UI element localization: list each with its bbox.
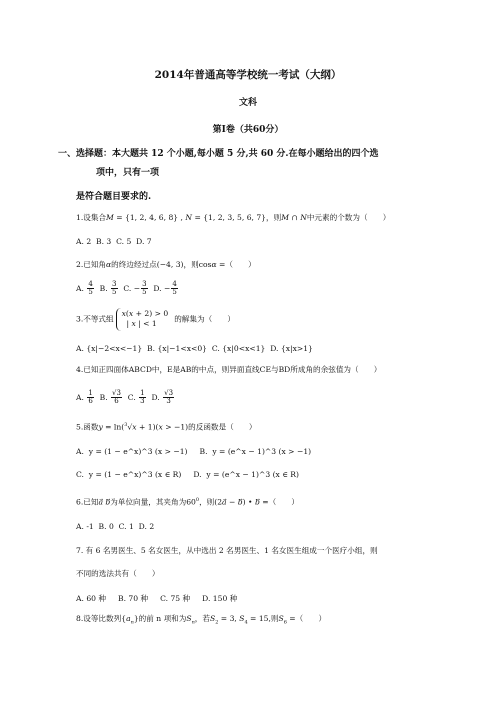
question-2: 2.已知角α的终边经过点(−4, 3)，则cosα =（ ）: [76, 260, 256, 269]
q4-option-c: $\frac{1}{3}$: [140, 389, 145, 406]
q1-prefix: 1.设集合: [76, 213, 107, 222]
q5-suffix: 的反函数是（ ）: [188, 422, 257, 432]
q2-option-a: $\frac{4}{5}$: [88, 280, 93, 297]
q2-suffix: （ ）: [225, 260, 256, 269]
q2-option-c: $\frac{3}{5}$: [142, 280, 147, 297]
question-7-line2: 不同的选法共有（ ）: [76, 569, 160, 578]
q4-options: A. $\frac{1}{6}$ B. $\frac{√3}{6}$ C. $\frac{1}{3}$ D. $\frac{√3}{3}$: [76, 389, 174, 406]
q5-prefix: 5.函数: [76, 422, 99, 432]
q6-prefix: 6.已知: [76, 497, 99, 507]
q2-mid2: ，则: [183, 260, 199, 269]
q2-options: A. $\frac{4}{5}$ B. $\frac{3}{5}$ C. − $\frac{3}{5}$ D. − $\frac{4}{5}$: [76, 280, 177, 297]
q2-mid: 的终边经过点: [111, 260, 157, 269]
question-6: 6.已知a⃗ b为单位向量，其夹角为$60^0$，则(2a⃗ − b⃗) • b⃗ =（ ）: [76, 497, 299, 507]
q6-options: A. -1 B. 0 C. 1 D. 2: [76, 522, 155, 531]
q8-mid2: ，若: [194, 614, 210, 623]
q3-option-a: {x|−2<x<−1}: [86, 344, 143, 353]
q3-suffix: 的解集为（ ）: [174, 314, 235, 324]
q7-option-d: 150 种: [212, 594, 238, 603]
subject-label: 文科: [238, 98, 257, 108]
q6-mid2: ，则: [199, 497, 215, 507]
q2-prefix: 2.已知角: [76, 260, 107, 269]
q6-mid: 为单位向量，其夹角为: [110, 497, 187, 507]
q1-option-b: 3: [106, 237, 112, 246]
q3-option-d: {x|x>1}: [280, 344, 313, 353]
q5-options-row2: C. y = (1 − e^x)^3 (x ∈ R) D. y = (e^x − 1)^3 (x ∈ R): [76, 470, 299, 479]
q2-option-b: $\frac{3}{5}$: [112, 280, 117, 297]
q1-options: A. 2 B. 3 C. 5 D. 7: [76, 237, 152, 246]
q4-option-d: $\frac{√3}{3}$: [164, 389, 174, 406]
section-instruction-line2: 项中，只有一项: [96, 168, 160, 178]
q7-options: A. 60 种 B. 70 种 C. 75 种 D. 150 种: [76, 594, 238, 603]
exam-title: 2014年普通高等学校统一考试（大纲）: [154, 69, 342, 81]
q6-option-b: 0: [108, 522, 114, 531]
q5-option-b: y = (e^x − 1)^3 (x > −1): [212, 447, 312, 456]
q3-inequality-system: x(x + 2) > 0 | x | < 1: [116, 308, 173, 331]
q1-option-a: 2: [86, 237, 92, 246]
q3-option-b: {x|−1<x<0}: [157, 344, 208, 353]
q8-suffix: （ ）: [295, 614, 327, 623]
section-instruction-line3: 是符合题目要求的.: [76, 192, 152, 202]
q2-option-d: $\frac{4}{5}$: [172, 280, 177, 297]
q6-suffix: （ ）: [268, 497, 299, 507]
q3-prefix: 3.不等式组: [76, 314, 114, 324]
section-instruction-line1: 一、选择题：本大题共 12 个小题,每小题 5 分,共 60 分.在每小题给出的四个选: [58, 149, 379, 159]
q4-option-b: $\frac{√3}{6}$: [112, 389, 121, 406]
question-8: 8.设等比数列$\{a_n\}$的前 n 项和为$S_n$，若$S_2 = 3$, $S_4 = 15$,则$S_6$ =（ ）: [76, 614, 327, 626]
q8-mid: 的前 n 项和为: [138, 614, 187, 623]
q8-prefix: 8.设等比数列: [76, 614, 122, 623]
q6-option-d: 2: [149, 522, 155, 531]
question-4: 4.已知正四面体ABCD中，E是AB的中点，则异面直线CE与BD所成角的余弦值为（ ）: [76, 365, 382, 374]
q6-option-a: -1: [86, 522, 94, 531]
question-3: [76, 308, 235, 331]
q5-option-c: y = (1 − e^x)^3 (x ∈ R): [88, 470, 182, 479]
q3-options: A. {x|−2<x<−1} B. {x|−1<x<0} C. {x|0<x<1} D. {x|x>1}: [76, 344, 313, 353]
q1-suffix: 中元素的个数为（ ）: [306, 213, 391, 222]
q5-option-a: y = (1 − e^x)^3 (x > −1): [88, 447, 188, 456]
q6-option-c: 1: [129, 522, 134, 531]
q3-option-c: {x|0<x<1}: [222, 344, 266, 353]
q4-option-a: $\frac{1}{6}$: [88, 389, 93, 406]
q5-options-row1: A. y = (1 − e^x)^3 (x > −1) B. y = (e^x − 1)^3 (x > −1): [76, 447, 312, 456]
q5-option-d: y = (e^x − 1)^3 (x ∈ R): [206, 470, 299, 479]
q1-option-c: 5: [126, 237, 132, 246]
q7-option-a: 60 种: [86, 594, 106, 603]
q1-option-d: 7: [146, 237, 152, 246]
part-heading: 第Ⅰ卷（共60分）: [212, 125, 284, 135]
question-7-line1: 7. 有 6 名男医生、5 名女医生，从中选出 2 名男医生、1 名女医生组成一个医疗小组，则: [76, 546, 378, 555]
q8-mid3: 则: [270, 614, 279, 623]
q7-option-b: 70 种: [128, 594, 149, 603]
question-5: 5.函数y = ln($^3$√x + 1)(x > −1)的反函数是（ ）: [76, 422, 257, 432]
question-1: 1.设集合M = {1, 2, 4, 6, 8} , N = {1, 2, 3, 5, 6, 7}，则M ∩ N中元素的个数为（ ）: [76, 213, 391, 222]
q1-mid: ，则: [266, 213, 282, 222]
q7-option-c: 75 种: [170, 594, 191, 603]
